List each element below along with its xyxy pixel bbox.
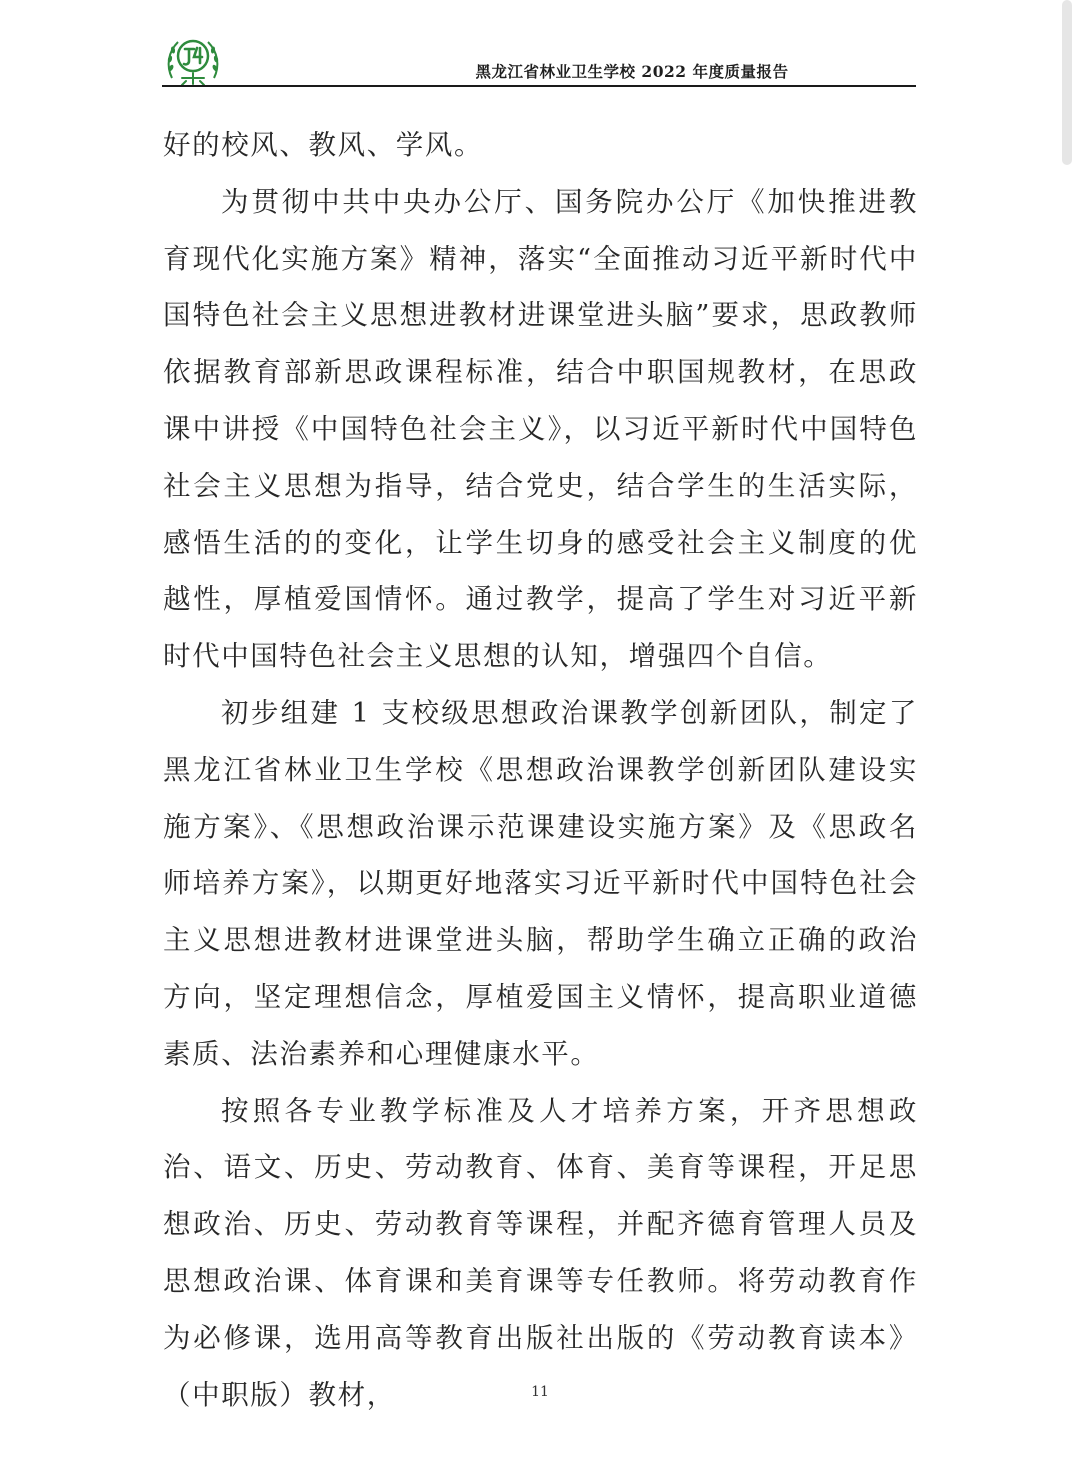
paragraph: 按照各专业教学标准及人才培养方案，开齐思想政治、语文、历史、劳动教育、体育、美育等课程，开足思想政治、历史、劳动教育等课程，并配齐德育管理人员及思想政治课、体育课和美育课等专任教师。将劳动教育作为必修课，选用高等教育出版社出版的《劳动教育读本》（中职版）教材， (163, 1094, 918, 1411)
paragraph: 初步组建 1 支校级思想政治课教学创新团队，制定了黑龙江省林业卫生学校《思想政治课教学创新团队建设实施方案》、《思想政治课示范课建设实施方案》及《思政名师培养方案》，以期更好地落实习近平新时代中国特色社会主义思想进教材进课堂进头脑，帮助学生确立正确的政治方向，坚定理想信念，厚植爱国主义情怀，提高职业道德素质、法治素养和心理健康水平。 (163, 696, 918, 1070)
paragraph: 为贯彻中共中央办公厅、国务院办公厅《加快推进教育现代化实施方案》精神，落实“全面推动习近平新时代中国特色社会主义思想进教材进课堂进头脑”要求，思政教师依据教育部新思政课程标准，结合中职国规教材，在思政课中讲授《中国特色社会主义》，以习近平新时代中国特色社会主义思想为指导，结合党史，结合学生的生活实际，感悟生活的的变化，让学生切身的感受社会主义制度的优越性，厚植爱国情怀。通过教学，提高了学生对习近平新时代中国特色社会主义思想的认知，增强四个自信。 (163, 185, 918, 673)
page-header (162, 30, 916, 88)
school-emblem-icon (164, 34, 222, 86)
report-title: 黑龙江省林业卫生学校 2022 年度质量报告 (475, 62, 789, 81)
vertical-scrollbar[interactable] (1062, 0, 1072, 165)
header-divider (162, 85, 916, 87)
document-body (163, 117, 918, 1423)
paragraph: 好的校风、教风、学风。 (163, 129, 484, 161)
page-number: 11 (531, 1384, 549, 1400)
